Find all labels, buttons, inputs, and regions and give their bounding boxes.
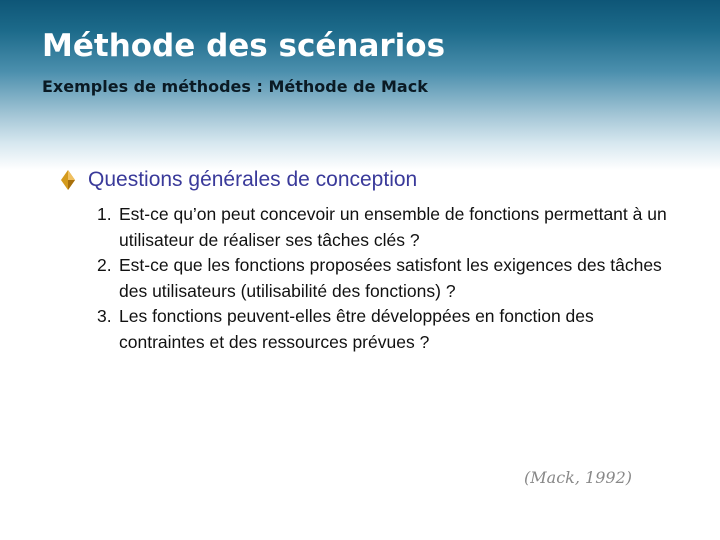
slide-subtitle: Exemples de méthodes : Méthode de Mack — [42, 77, 428, 96]
question-item — [97, 253, 677, 304]
question-text: Les fonctions peuvent-elles être développées en fonction des contraintes et des ressources prévues ? — [119, 306, 594, 352]
question-item — [97, 304, 677, 355]
question-number: 3. — [97, 306, 112, 326]
question-text: Est-ce que les fonctions proposées satisfont les exigences des tâches des utilisateurs (utilisabilité des fonctions) ? — [119, 255, 662, 301]
slide-title: Méthode des scénarios — [42, 28, 446, 64]
question-number: 1. — [97, 204, 112, 224]
diamond-bullet-icon — [60, 169, 76, 191]
question-item — [97, 202, 677, 253]
question-number: 2. — [97, 255, 112, 275]
bullet-point — [60, 168, 417, 192]
question-text: Est-ce qu’on peut concevoir un ensemble de fonctions permettant à un utilisateur de réaliser ses tâches clés ? — [119, 204, 667, 250]
citation: (Mack, 1992) — [524, 468, 632, 487]
bullet-text: Questions générales de conception — [88, 168, 418, 191]
question-list — [97, 202, 677, 355]
